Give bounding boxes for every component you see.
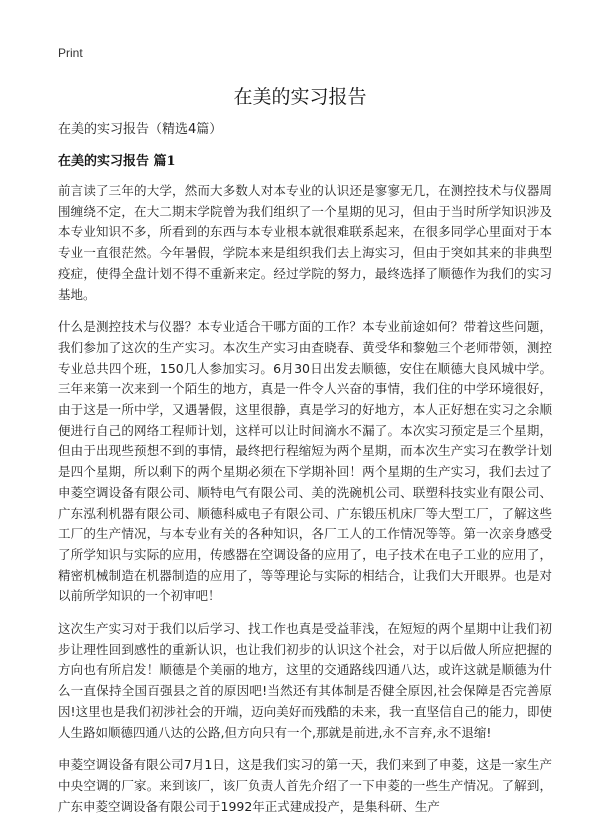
paragraph-2: 什么是测控技术与仪器？本专业适合干哪方面的工作？本专业前途如何？带着这些问题，我们参加了这次的生产实习。本次生产实习由查晓春、黄受华和黎勉三个老师带领，测控专业总共四个班，150几人参加实习。6月30日出发去顺德，安住在顺德大良风城中学。三年来第一次来到一个陌生的地方，真是一件令人兴奋的事情，我们住的中学环境很好，由于这是一所中学，又遇暑假，这里很静，真是学习的好地方，本人正好想在实习之余顺便进行自己的网络工程师计划，这样可以让时间滴水不漏了。本次实习预定是三个星期，但由于出现些预想不到的事情，最终把行程缩短为两个星期，而本次生产实习在教学计划是四个星期，所以剩下的两个星期必须在下学期补回！两个星期的生产实习，我们去过了申菱空调设备有限公司、顺特电气有限公司、美的洗碗机公司、联塑科技实业有限公司、广东泓利机器有限公司、顺德科威电子有限公司、广东锻压机床厂等大型工厂，了解这些工厂的生产情况，与本专业有关的各种知识，各厂工人的工作情况等等。第一次亲身感受了所学知识与实际的应用，传感器在空调设备的应用了，电子技术在电子工业的应用了，精密机械制造在机器制造的应用了，等等理论与实际的相结合，让我们大开眼界。也是对以前所学知识的一个初审吧！ [58,319,552,604]
article-body [58,120,552,829]
page-title: 在美的实习报告 [233,86,367,108]
paragraph-4: 申菱空调设备有限公司7月1日，这是我们实习的第一天，我们来到了申菱，这是一家生产中央空调的厂家。来到该厂，该厂负责人首先介绍了一下申菱的一些生产情况。了解到，广东申菱空调设备有限公司于1992年正式建成投产，是集科研、生产 [58,757,552,814]
print-link[interactable]: Print [58,46,83,60]
section-heading: 在美的实习报告 篇1 [58,154,176,169]
article-subtitle: 在美的实习报告（精选4篇） [58,122,223,137]
paragraph-3: 这次生产实习对于我们以后学习、找工作也真是受益菲浅，在短短的两个星期中让我们初步让理性回到感性的重新认识，也让我们初步的认识这个社会，对于以后做人所应把握的方向也有所启发！顺德是个美丽的地方，这里的交通路线四通八达，或许这就是顺德为什么一直保持全国百强县之首的原因吧!当然还有其体制是否健全原因,社会保障是否完善原因!这里也是我们初涉社会的开端，迈向美好而残酷的未来，我一直坚信自己的能力，即使人生路如顺德四通八达的公路,但方向只有一个,那就是前进,永不言弃,永不退缩! [58,621,552,740]
paragraph-1: 前言读了三年的大学，然而大多数人对本专业的认识还是寥寥无几，在测控技术与仪器周围缠绕不定，在大二期末学院曾为我们组织了一个星期的见习，但由于当时所学知识涉及本专业知识不多，所看到的东西与本专业根本就很难联系起来，在很多同学心里面对于本专业一直很茫然。今年暑假，学院本来是组织我们去上海实习，但由于突如其来的非典型疫症，使得全盘计划不得不重新来定。经过学院的努力，最终选择了顺德作为我们的实习基地。 [58,183,552,302]
